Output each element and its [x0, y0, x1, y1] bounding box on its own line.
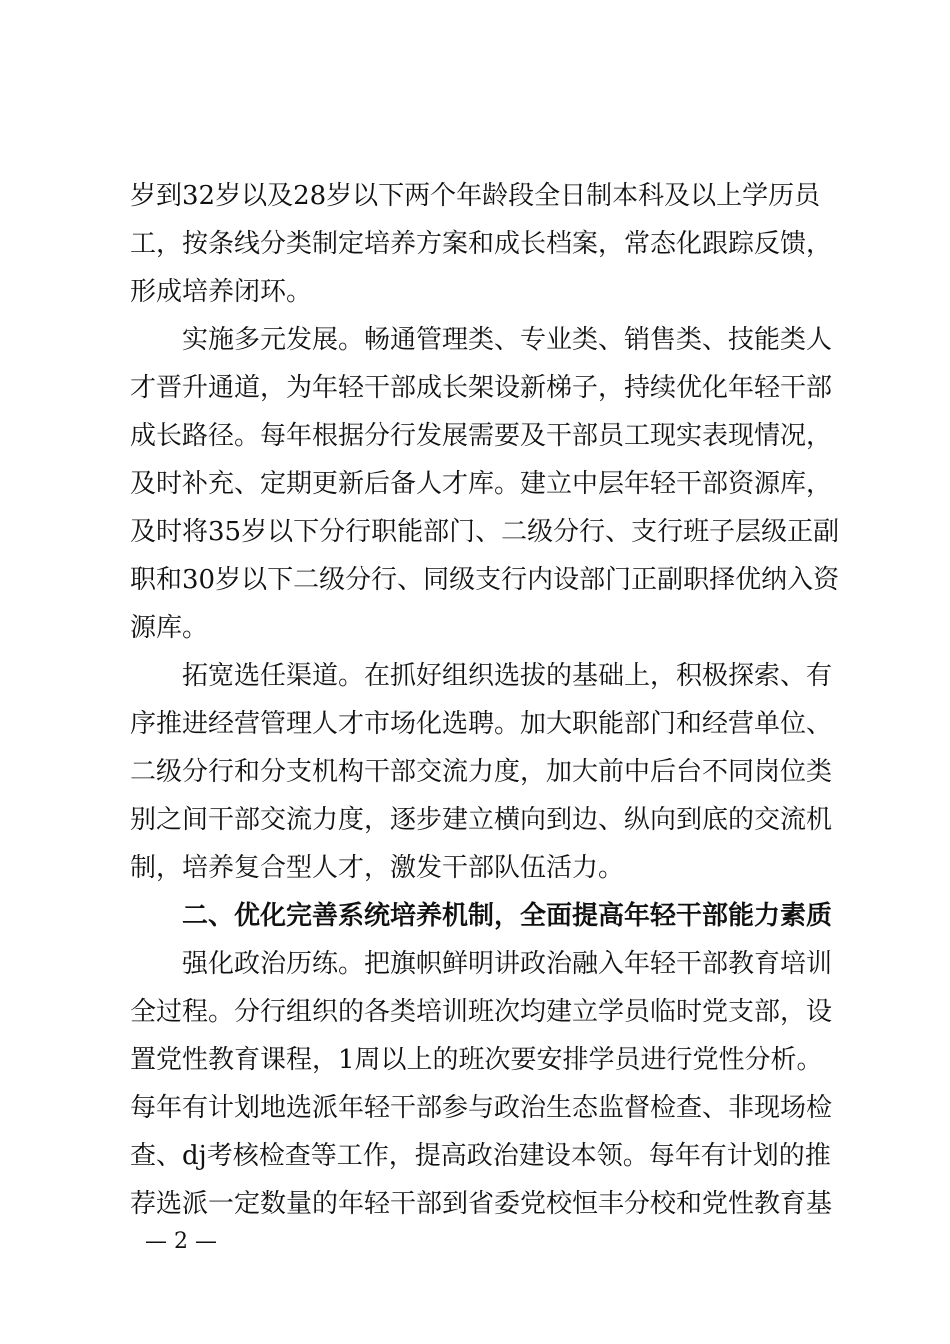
text-line: 置党性教育课程，1周以上的班次要安排学员进行党性分析。	[130, 1045, 823, 1075]
text-line: 成长路径。每年根据分行发展需要及干部员工现实表现情况，	[130, 421, 833, 451]
text-line: 序推进经营管理人才市场化选聘。加大职能部门和经营单位、	[130, 709, 833, 739]
text-line: 岁到32岁以及28岁以下两个年龄段全日制本科及以上学历员	[130, 181, 821, 211]
section-heading: 二、优化完善系统培养机制，全面提高年轻干部能力素质	[182, 901, 833, 931]
text-line: 才晋升通道，为年轻干部成长架设新梯子，持续优化年轻干部	[130, 373, 833, 403]
text-line: 查、dj考核检查等工作，提高政治建设本领。每年有计划的推	[130, 1141, 831, 1171]
text-line: 形成培养闭环。	[130, 277, 313, 307]
text-line: 别之间干部交流力度，逐步建立横向到边、纵向到底的交流机	[130, 805, 833, 835]
text-line: 二级分行和分支机构干部交流力度，加大前中后台不同岗位类	[130, 757, 833, 787]
text-line: 职和30岁以下二级分行、同级支行内设部门正副职择优纳入资	[130, 565, 840, 595]
paragraph-start-line: 实施多元发展。畅通管理类、专业类、销售类、技能类人	[182, 325, 833, 355]
paragraph-start-line: 拓宽选任渠道。在抓好组织选拔的基础上，积极探索、有	[182, 661, 833, 691]
paragraph-start-line: 强化政治历练。把旗帜鲜明讲政治融入年轻干部教育培训	[182, 949, 833, 979]
text-line: 荐选派一定数量的年轻干部到省委党校恒丰分校和党性教育基	[130, 1189, 833, 1219]
text-line: 及时补充、定期更新后备人才库。建立中层年轻干部资源库，	[130, 469, 833, 499]
text-line: 每年有计划地选派年轻干部参与政治生态监督检查、非现场检	[130, 1093, 833, 1123]
text-line: 工，按条线分类制定培养方案和成长档案，常态化跟踪反馈，	[130, 229, 833, 259]
text-line: 源库。	[130, 613, 209, 643]
text-line: 全过程。分行组织的各类培训班次均建立学员临时党支部，设	[130, 997, 833, 1027]
page-number: — 2 —	[145, 1229, 217, 1254]
text-line: 制，培养复合型人才，激发干部队伍活力。	[130, 853, 625, 883]
text-line: 及时将35岁以下分行职能部门、二级分行、支行班子层级正副	[130, 517, 840, 547]
